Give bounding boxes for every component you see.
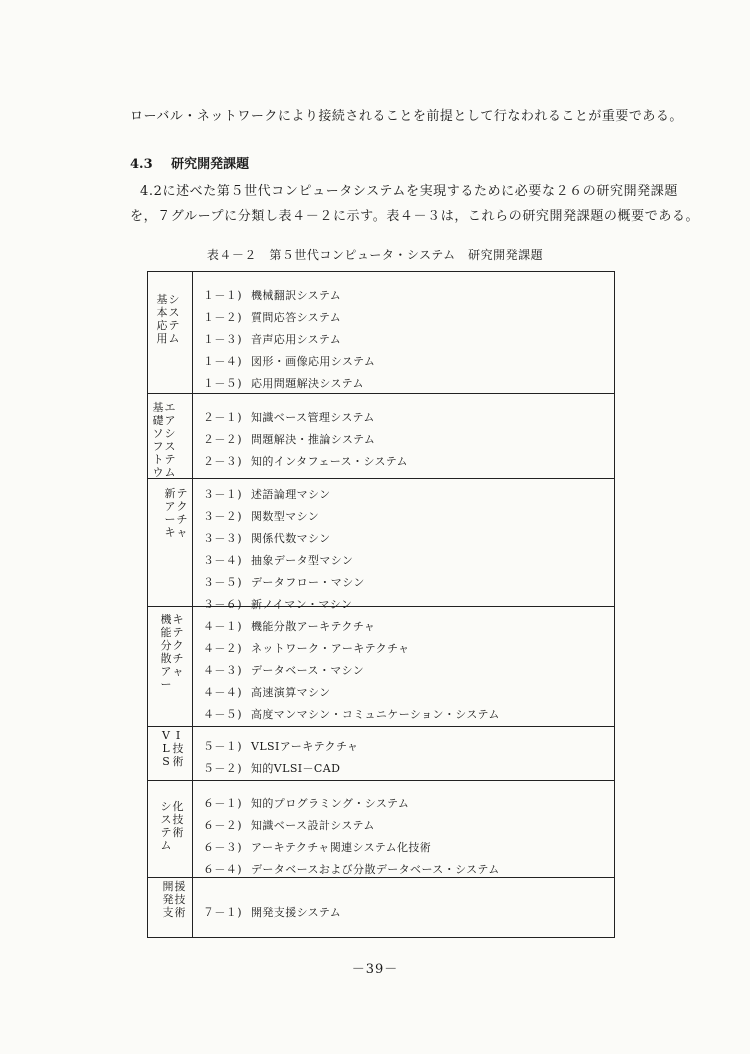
topic-code: ２－２) (203, 433, 242, 446)
section-number: 4.3 (130, 157, 153, 172)
group-label (160, 729, 184, 768)
group-divider (147, 393, 615, 394)
topic-title: 質問応答システム (251, 311, 342, 324)
group-label-column: V L S (162, 729, 170, 768)
topic-row (203, 738, 358, 754)
topic-code: ４－２) (203, 642, 242, 655)
topic-title: 知的インタフェース・システム (251, 455, 408, 468)
topic-code: ６－２) (203, 819, 242, 832)
topic-row (203, 706, 500, 722)
topic-title: 新ノイマン・マシン (251, 598, 353, 611)
topic-title: 機械翻訳システム (251, 289, 342, 302)
paragraph-line-1: 4.2に述べた第５世代コンピュータシステムを実現するために必要な２６の研究開発課題 (140, 184, 678, 199)
topic-title: 問題解決・推論システム (251, 433, 376, 446)
group-divider (147, 478, 615, 479)
topic-code: １－３) (203, 333, 242, 346)
group-label (160, 800, 184, 852)
topic-row (203, 574, 365, 590)
group-label (162, 880, 186, 919)
topic-title: VLSIアーキテクチャ (251, 740, 359, 753)
topic-code: ３－１) (203, 488, 242, 501)
topic-row (203, 353, 375, 369)
topic-title: 知識ベース設計システム (251, 819, 375, 832)
topic-title: 応用問題解決システム (251, 377, 364, 390)
group-label-column: 開 発 支 (162, 880, 174, 919)
topic-code: ４－４) (203, 686, 242, 699)
topic-row (203, 795, 409, 811)
topic-title: アーキテクチャ関連システム化技術 (251, 841, 432, 854)
topic-code: ３－４) (203, 554, 242, 567)
topic-row (203, 431, 375, 447)
topic-row (203, 309, 341, 325)
group-label-column: I 技 術 (172, 729, 184, 768)
topic-code: ２－１) (203, 411, 242, 424)
topic-title: 図形・画像応用システム (251, 355, 376, 368)
topic-row (203, 817, 375, 833)
topic-code: １－５) (203, 377, 242, 390)
topic-row (203, 760, 340, 776)
group-label-column: 機 能 分 散 ア ー (160, 613, 172, 691)
topic-row (203, 596, 352, 612)
topic-row (203, 552, 353, 568)
group-divider (147, 780, 615, 781)
topic-row (203, 839, 431, 855)
topic-title: 開発支援システム (251, 906, 342, 919)
group-label-column: エ ア シ ス テ ム (164, 401, 176, 479)
topic-code: ６－４) (203, 863, 242, 876)
table-column-divider (192, 271, 193, 938)
topic-row (203, 375, 364, 391)
topic-code: ３－５) (203, 576, 242, 589)
topic-row (203, 453, 408, 469)
topic-code: ４－３) (203, 664, 242, 677)
topic-title: 音声応用システム (251, 333, 342, 346)
group-label-column: シ ス テ ム (160, 800, 172, 852)
topic-row (203, 662, 364, 678)
intro-line: ローバル・ネットワークにより接続されることを前提として行なわれることが重要である。 (130, 109, 683, 124)
table-caption: 表４－２ 第５世代コンピュータ・システム 研究開発課題 (206, 248, 544, 262)
section-heading (130, 153, 249, 172)
topic-title: 知的プログラミング・システム (251, 797, 410, 810)
topic-code: ５－１) (203, 740, 242, 753)
topic-code: １－４) (203, 355, 242, 368)
topic-title: 高度マンマシン・コミュニケーション・システム (251, 708, 500, 721)
topic-row (203, 861, 500, 877)
group-label-column: 援 技 術 (174, 880, 186, 919)
topic-title: 抽象データ型マシン (251, 554, 354, 567)
page-number: －39－ (351, 962, 399, 977)
topic-title: 述語論理マシン (251, 488, 331, 501)
topic-title: データベース・マシン (251, 664, 365, 677)
topic-title: 関係代数マシン (251, 532, 331, 545)
topic-code: ３－２) (203, 510, 242, 523)
topic-code: １－１) (203, 289, 242, 302)
topic-row (203, 331, 341, 347)
topic-code: ４－５) (203, 708, 242, 721)
topic-code: ５－２) (203, 762, 242, 775)
topic-code: ２－３) (203, 455, 242, 468)
topic-title: 知的VLSI－CAD (251, 762, 341, 775)
topic-row (203, 640, 410, 656)
group-label (152, 401, 176, 479)
topic-title: ネットワーク・アーキテクチャ (251, 642, 410, 655)
section-title: 研究開発課題 (171, 157, 250, 172)
group-label-column: 基 礎 ソ フ ト ウ (152, 401, 164, 479)
topic-code: ７－１) (203, 906, 242, 919)
group-label-column: キ テ ク チ ャ (172, 613, 184, 678)
topic-row (203, 904, 341, 920)
topic-row (203, 486, 331, 502)
group-label-column: シ ス テ ム (168, 293, 180, 345)
topic-code: ３－６) (203, 598, 242, 611)
topic-code: ４－１) (203, 620, 242, 633)
group-label-column: 基 本 応 用 (156, 293, 168, 345)
group-divider (147, 726, 615, 727)
topic-title: データベースおよび分散データベース・システム (251, 863, 500, 876)
group-label (164, 487, 188, 539)
topic-row (203, 287, 341, 303)
group-label-column: テ ク チ ャ (176, 487, 188, 539)
group-label (156, 293, 180, 345)
topic-row (203, 618, 375, 634)
topic-row (203, 409, 375, 425)
topic-code: １－２) (203, 311, 242, 324)
topic-title: 高速演算マシン (251, 686, 331, 699)
topic-code: ６－１) (203, 797, 242, 810)
topic-title: 関数型マシン (251, 510, 320, 523)
topic-code: ６－３) (203, 841, 242, 854)
group-label (160, 613, 184, 691)
paragraph-line-2: を，７グループに分類し表４－２に示す。表４－３は，これらの研究開発課題の概要である。 (130, 209, 700, 224)
topic-title: 知識ベース管理システム (251, 411, 375, 424)
topic-title: 機能分散アーキテクチャ (251, 620, 376, 633)
topic-row (203, 508, 319, 524)
topic-title: データフロー・マシン (251, 576, 365, 589)
group-label-column: 化 技 術 (172, 800, 184, 839)
group-label-column: 新 ア ー キ (164, 487, 176, 539)
topic-code: ３－３) (203, 532, 242, 545)
topic-row (203, 684, 331, 700)
group-divider (147, 877, 615, 878)
topic-row (203, 530, 331, 546)
